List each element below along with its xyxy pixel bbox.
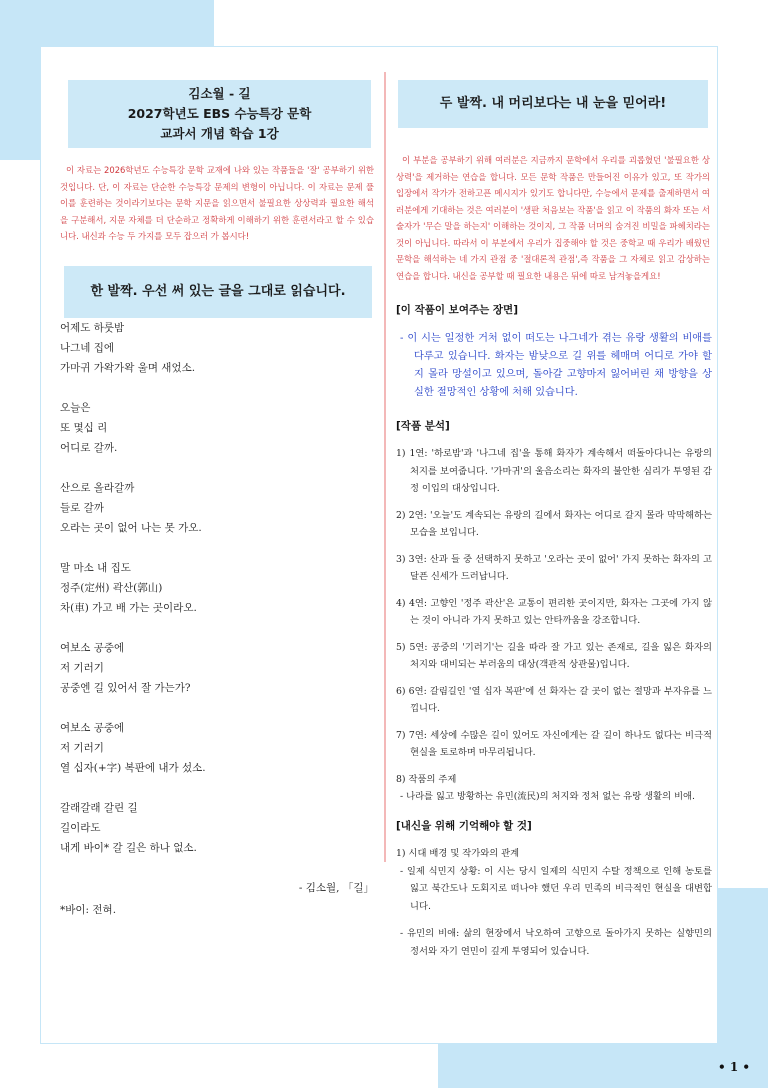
memo-item: - 유민의 비애: 삶의 현장에서 낙오하여 고향으로 돌아가지 못하는 실향민의 정서와 자기 연민이 깊게 투영되어 있습니다. bbox=[400, 928, 712, 957]
poem-stanza bbox=[60, 558, 380, 618]
scene-heading: [이 작품이 보여주는 장면] bbox=[396, 304, 518, 316]
poem-line: 정주(定州) 곽산(郭山) bbox=[60, 582, 163, 594]
title-banner bbox=[68, 80, 371, 148]
step2-banner: 두 발짝. 내 머리보다는 내 눈을 믿어라! bbox=[398, 80, 708, 128]
memo-heading: [내신을 위해 기억해야 할 것] bbox=[396, 819, 532, 832]
poem-line: 저 기러기 bbox=[60, 742, 104, 754]
analysis-item: 6) 6연: 갈림길인 '열 십자 복판'에 선 화자는 갈 곳이 없는 절망과 부자유를 느낍니다. bbox=[396, 685, 712, 714]
poem-author: - 김소월, 「길」 bbox=[298, 882, 374, 894]
left-intro-text: 이 자료는 2026학년도 수능특강 문학 교재에 나와 있는 작품들을 '잘' 공부하기 위한 것입니다. 단, 이 자료는 단순한 수능특강 문제의 변형이 아닙니다. 이 자료는 문제 풀이를 훈련하는 것이라기보다는 문학 지문을 읽으면서 불필요한 상상력과 필요한 해석을 구분해서, 지문 자체를 더 단순하고 정확하게 이해하기 위한 훈련서라고 할 수 있습니다. 내신과 수능 두 가지를 모두 잡으러 가 봅시다! bbox=[60, 165, 374, 241]
poem-line: 길이라도 bbox=[60, 822, 101, 834]
poem-stanza bbox=[60, 478, 380, 538]
poem-stanza bbox=[60, 318, 380, 378]
poem-line: 공중엔 길 있어서 잘 가는가? bbox=[60, 682, 191, 694]
poem-text bbox=[60, 318, 380, 920]
title-line-2: 2027학년도 EBS 수능특강 문학 bbox=[127, 106, 312, 121]
poem-stanza bbox=[60, 798, 380, 858]
poem-line: 차(車) 가고 배 가는 곳이라오. bbox=[60, 602, 197, 614]
poem-footnote: *바이: 전혀. bbox=[60, 904, 117, 916]
memo-item: - 일제 식민지 상황: 이 시는 당시 일제의 식민지 수탈 정책으로 인해 농토를 잃고 북간도나 도회지로 떠나야 했던 우리 민족의 비극적인 현실을 대변합니다. bbox=[400, 865, 712, 912]
analysis-item: 5) 5연: 공중의 '기러기'는 길을 따라 잘 가고 있는 존재로, 길을 잃은 화자의 처지와 대비되는 부러움의 대상(객관적 상관물)입니다. bbox=[396, 641, 712, 670]
analysis-item: 1) 1연: '하로밤'과 '나그네 집'을 통해 화자가 계속해서 떠돌아다니는 유랑의 처지를 보여줍니다. '가마귀'의 울음소리는 화자의 불안한 심리가 투영된 감정 이입의 대상입니다. bbox=[396, 448, 712, 494]
poem-line: 저 기러기 bbox=[60, 662, 104, 674]
poem-line: 내게 바이* 갈 길은 하나 없소. bbox=[60, 842, 197, 854]
memo-title: 1) 시대 배경 및 작가와의 관계 bbox=[396, 848, 520, 859]
poem-line: 여보소 공중에 bbox=[60, 722, 125, 734]
analysis-item: 3) 3연: 산과 들 중 선택하지 못하고 '오라는 곳이 없어' 가지 못하는 화자의 고달픈 신세가 드러납니다. bbox=[396, 553, 712, 582]
scene-summary: - 이 시는 일정한 거처 없이 떠도는 나그네가 겪는 유랑 생활의 비애를 다루고 있습니다. 화자는 밤낮으로 길 위를 헤매며 어디로 가야 할지 몰라 망설이고 있으며, 돌아갈 고향마저 잃어버린 채 방향을 상실한 절망적인 상황에 처해 있습니다. bbox=[400, 332, 712, 398]
theme-text: - 나라를 잃고 방황하는 유민(流民)의 처지와 정처 없는 유랑 생활의 비애. bbox=[400, 791, 695, 802]
poem-line: 열 십자(+字) 복판에 내가 섰소. bbox=[60, 762, 206, 774]
poem-line: 오늘은 bbox=[60, 402, 91, 414]
step1-banner: 한 발짝. 우선 써 있는 글을 그대로 읽습니다. bbox=[64, 266, 372, 318]
column-divider bbox=[384, 72, 386, 862]
poem-line: 여보소 공중에 bbox=[60, 642, 125, 654]
right-intro-text: 이 부분을 공부하기 위해 여러분은 지금까지 문학에서 우리를 괴롭혔던 '불필요한 상상력'을 제거하는 연습을 합니다. 모든 문학 작품은 만들어진 이유가 있고, 또 작가의 입장에서 작가가 전하고픈 메시지가 있기도 합니다만, 수능에서 문제를 출제하면서 여러분에게 기대하는 것은 여러분이 '생판 처음보는 작품'을 읽고 이 작품의 화자 또는 서술자가 '무슨 말을 하는지' 이해하는 것이지, 그 작품 너머의 숨겨진 비밀을 파헤치라는 것이 아닙니다. 따라서 이 부분에서 우리가 집중해야 할 것은 중학교 때 우리가 배웠던 문학을 해석하는 네 가지 관점 중 '절대론적 관점',즉 작품을 그 자체로 읽고 감상하는 연습을 합니다. 내신을 공부할 때 필요한 내용은 뒤에 따로 남겨놓을게요! bbox=[396, 155, 710, 281]
analysis-column bbox=[396, 302, 712, 970]
theme-title: 8) 작품의 주제 bbox=[396, 773, 457, 785]
poem-line: 또 몇십 리 bbox=[60, 422, 108, 434]
poem-line: 산으로 올라갈까 bbox=[60, 482, 135, 494]
title-line-1: 김소월 - 길 bbox=[188, 86, 251, 101]
poem-stanza bbox=[60, 398, 380, 458]
poem-stanza bbox=[60, 718, 380, 778]
page-number: • 1 • bbox=[718, 1060, 751, 1074]
theme-block bbox=[396, 771, 712, 806]
analysis-item: 4) 4연: 고향인 '정주 곽산'은 교통이 편리한 곳이지만, 화자는 그곳에 가지 않는 것이 아니라 가지 못하고 있는 안타까움을 강조합니다. bbox=[396, 597, 712, 626]
poem-line: 어제도 하룻밤 bbox=[60, 322, 125, 334]
poem-line: 오라는 곳이 없어 나는 못 가오. bbox=[60, 522, 202, 534]
title-line-3: 교과서 개념 학습 1강 bbox=[160, 126, 279, 141]
poem-line: 들로 갈까 bbox=[60, 502, 104, 514]
poem-line: 어디로 갈까. bbox=[60, 442, 118, 454]
analysis-heading: [작품 분석] bbox=[396, 419, 450, 432]
poem-line: 나그네 집에 bbox=[60, 342, 115, 354]
poem-line: 가마귀 가왁가왁 울며 새었소. bbox=[60, 362, 196, 374]
analysis-item: 2) 2연: '오늘'도 계속되는 유랑의 길에서 화자는 어디로 갈지 몰라 막막해하는 모습을 보입니다. bbox=[396, 509, 712, 538]
poem-stanza bbox=[60, 638, 380, 698]
poem-line: 말 마소 내 집도 bbox=[60, 562, 131, 574]
poem-line: 갈래갈래 갈린 길 bbox=[60, 802, 138, 814]
analysis-item: 7) 7연: 세상에 수많은 길이 있어도 자신에게는 갈 길이 하나도 없다는 비극적 현실을 토로하며 마무리됩니다. bbox=[396, 729, 712, 758]
